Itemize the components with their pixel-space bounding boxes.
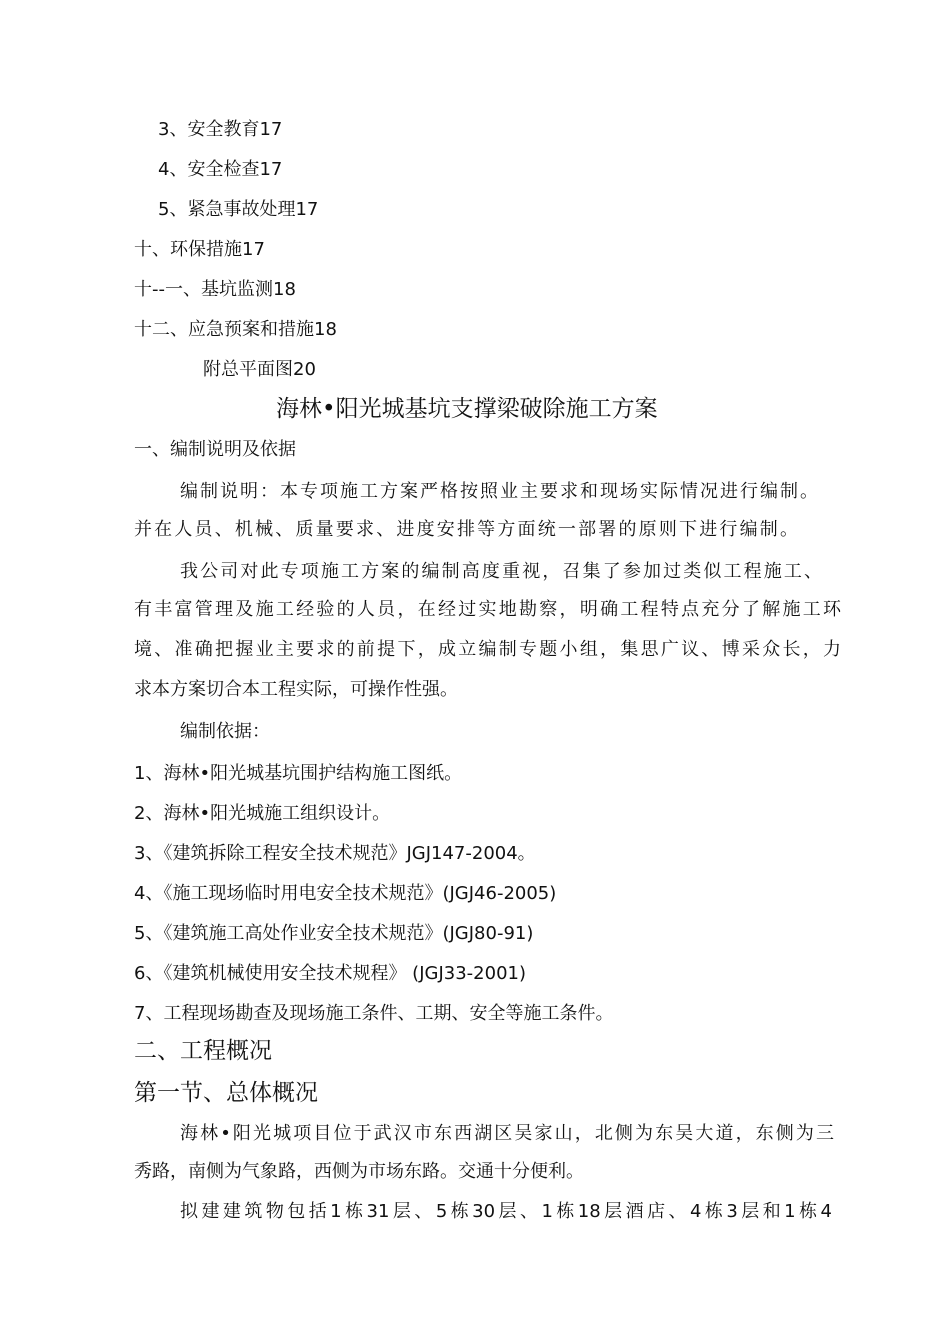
basis-item: 5、《建筑施工高处作业安全技术规范》(JGJ80-91) — [134, 923, 534, 944]
section-heading: 二、工程概况 — [134, 1038, 272, 1064]
document-title: 海林•阳光城基坑支撑梁破除施工方案 — [276, 396, 658, 422]
toc-item: 十二、应急预案和措施18 — [134, 319, 337, 340]
paragraph-line: 编制说明：本专项施工方案严格按照业主要求和现场实际情况进行编制。 — [180, 481, 818, 502]
paragraph-line: 境、准确把握业主要求的前提下，成立编制专题小组，集思广议、博采众长，力 — [134, 639, 841, 660]
subsection-heading: 第一节、总体概况 — [134, 1080, 318, 1106]
paragraph-line: 我公司对此专项施工方案的编制高度重视，召集了参加过类似工程施工、 — [180, 561, 822, 582]
paragraph-line: 并在人员、机械、质量要求、进度安排等方面统一部署的原则下进行编制。 — [134, 519, 798, 540]
toc-item: 5、紧急事故处理17 — [158, 199, 319, 220]
paragraph-line: 拟建建筑物包括1栋31层、5栋30层、1栋18层酒店、4栋3层和1栋4 — [180, 1201, 832, 1222]
basis-item: 6、《建筑机械使用安全技术规程》 (JGJ33-2001) — [134, 963, 526, 984]
paragraph-line: 海林•阳光城项目位于武汉市东西湖区吴家山，北侧为东吴大道，东侧为三 — [180, 1123, 834, 1144]
basis-label: 编制依据： — [180, 721, 270, 742]
basis-item: 1、海林•阳光城基坑围护结构施工图纸。 — [134, 763, 463, 784]
toc-item: 附总平面图20 — [203, 359, 316, 380]
paragraph-line: 有丰富管理及施工经验的人员，在经过实地勘察，明确工程特点充分了解施工环 — [134, 599, 841, 620]
toc-item: 3、安全教育17 — [158, 119, 283, 140]
basis-item: 3、《建筑拆除工程安全技术规范》JGJ147-2004。 — [134, 843, 536, 864]
basis-item: 7、工程现场勘查及现场施工条件、工期、安全等施工条件。 — [134, 1003, 614, 1024]
basis-item: 2、海林•阳光城施工组织设计。 — [134, 803, 391, 824]
toc-item: 十、环保措施17 — [134, 239, 265, 260]
basis-item: 4、《施工现场临时用电安全技术规范》(JGJ46-2005) — [134, 883, 557, 904]
paragraph-line: 求本方案切合本工程实际，可操作性强。 — [134, 679, 458, 700]
toc-item: 十--一、基坑监测18 — [134, 279, 296, 300]
toc-item: 4、安全检查17 — [158, 159, 283, 180]
section-heading: 一、编制说明及依据 — [134, 439, 296, 460]
paragraph-line: 秀路，南侧为气象路，西侧为市场东路。交通十分便利。 — [134, 1161, 584, 1182]
